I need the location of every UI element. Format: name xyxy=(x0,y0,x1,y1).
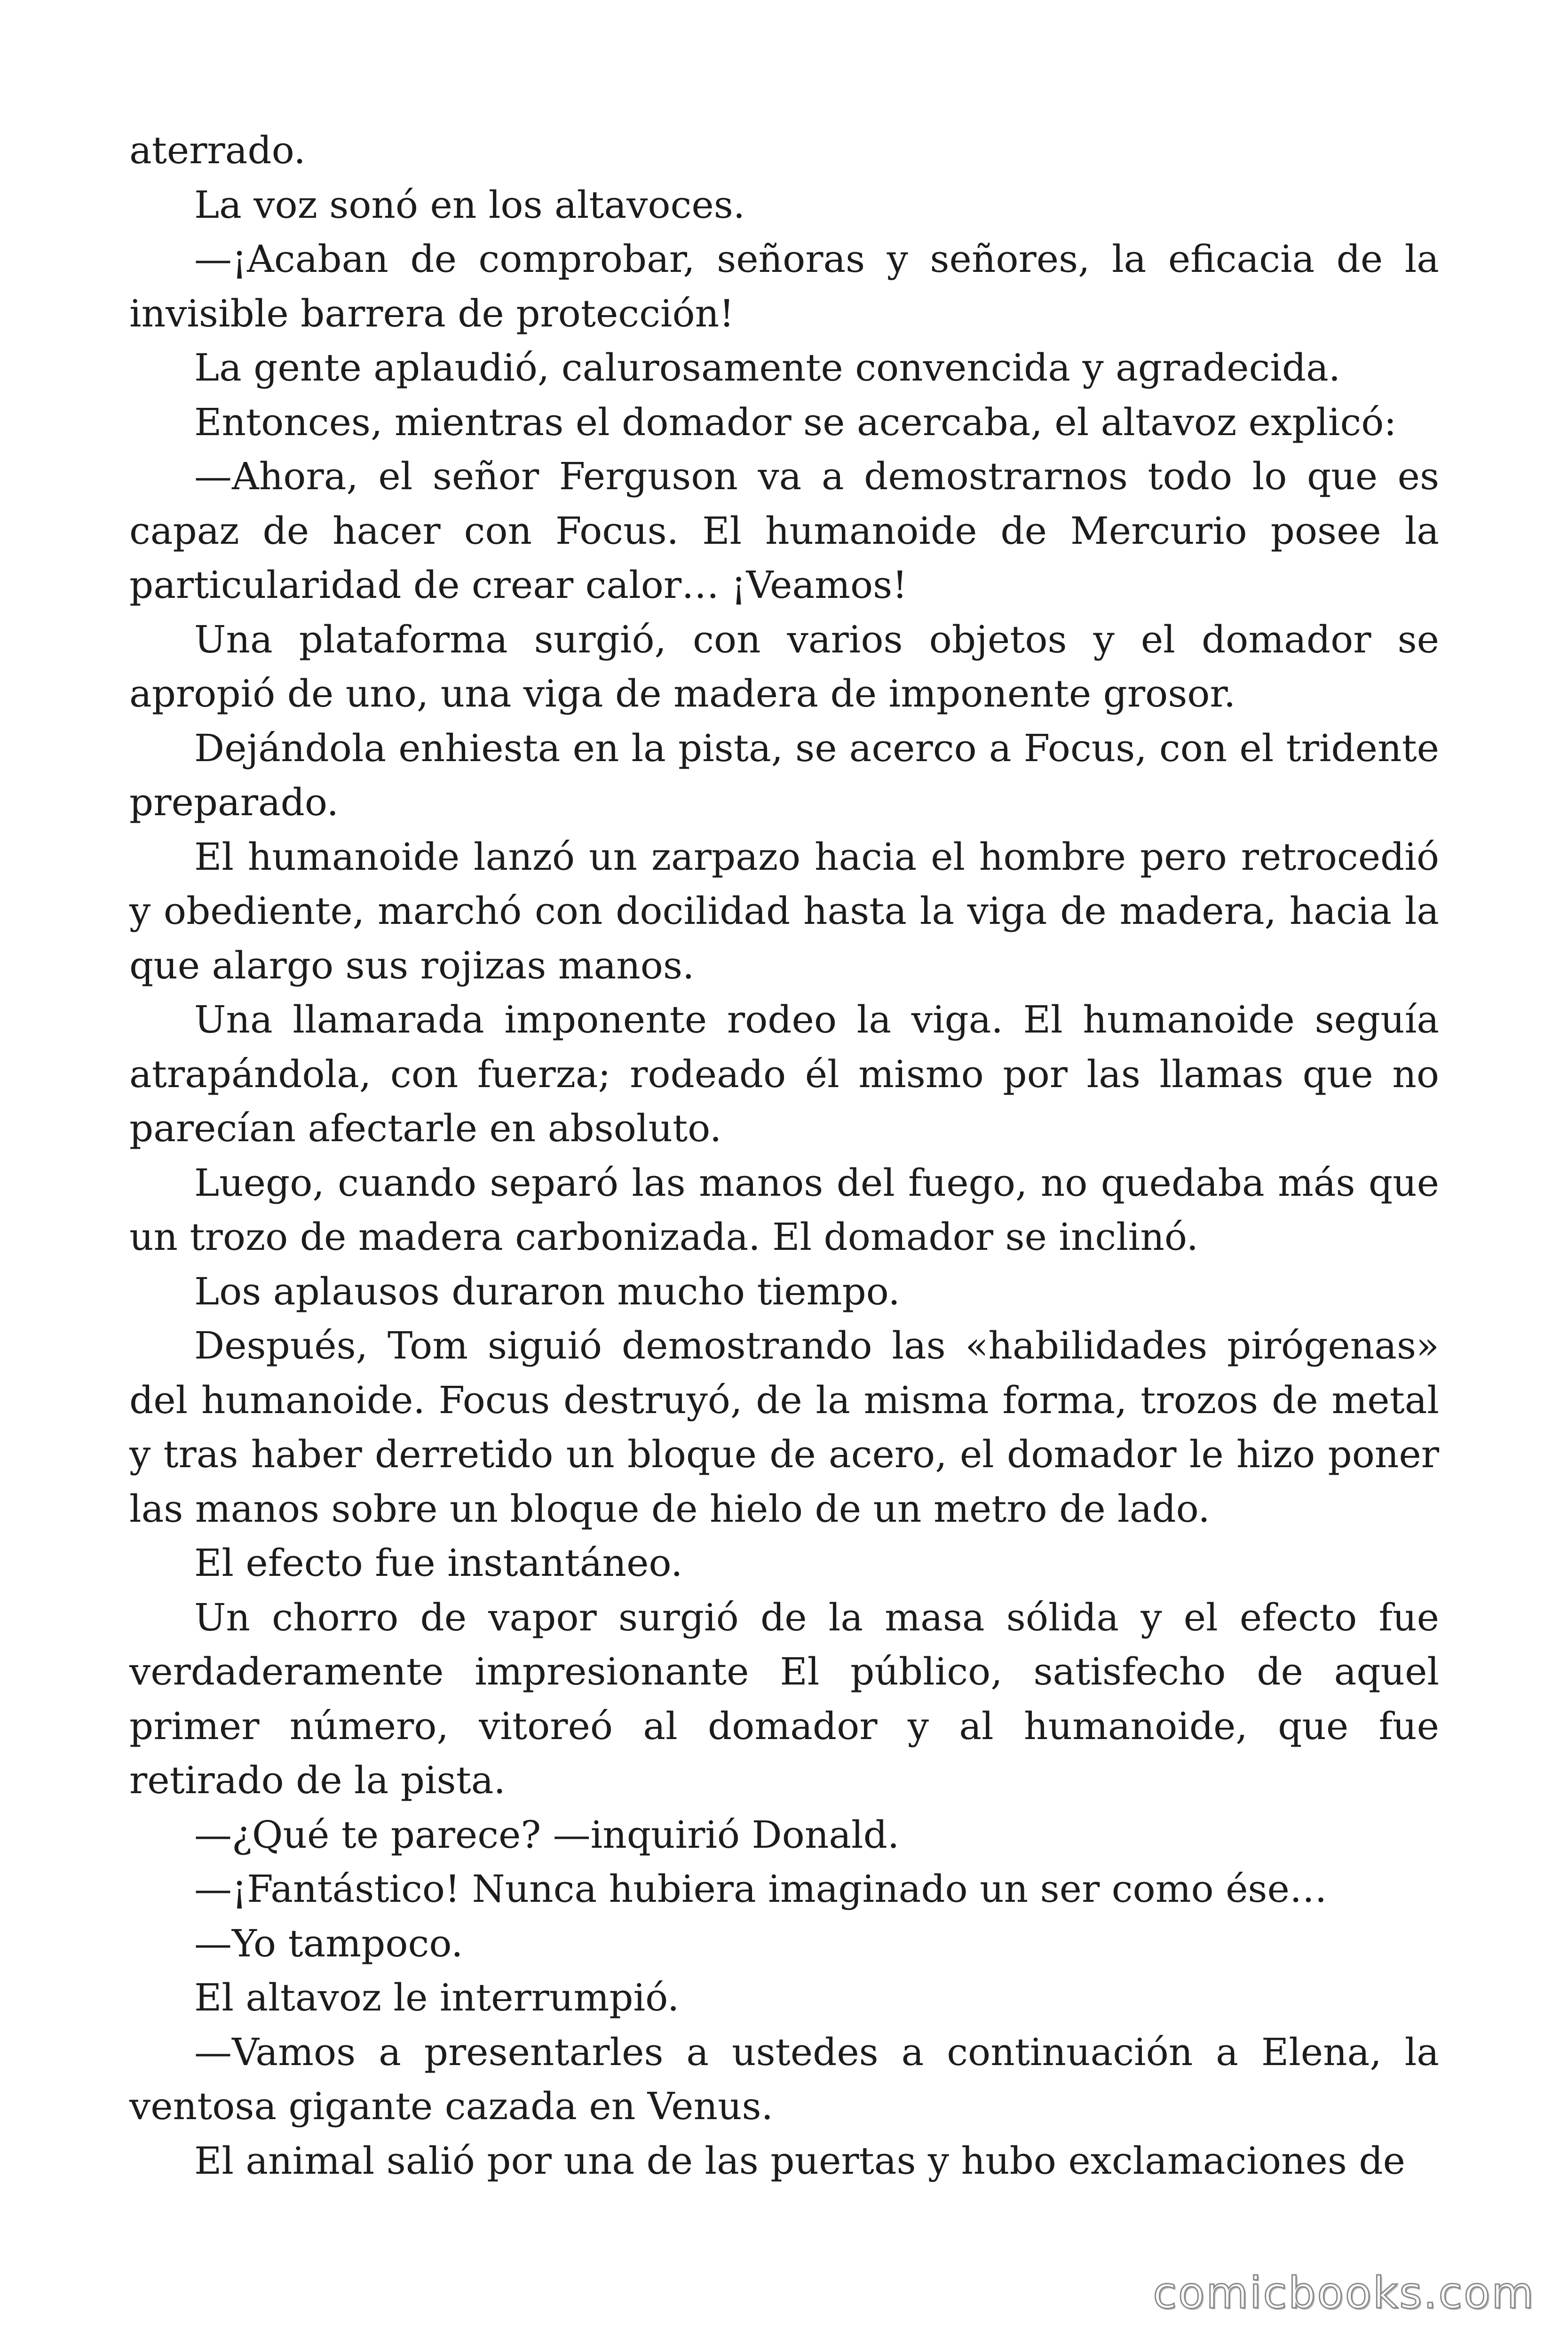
paragraph: Los aplausos duraron mucho tiempo. xyxy=(194,1269,900,1313)
watermark: comicbooks.com xyxy=(1153,2268,1535,2318)
paragraph: Un chorro de vapor surgió de la masa sólida y el efecto fue verdaderamente impresionante El público, satisfecho de aquel primer número, vitoreó al domador y al humanoide, que fue retirado de la pista. xyxy=(129,1595,1439,1802)
paragraph: —Yo tampoco. xyxy=(194,1921,463,1965)
paragraph: Después, Tom siguió demostrando las «habilidades pirógenas» del humanoide. Focus destruyó, de la misma forma, trozos de metal y tras haber derretido un bloque de acero, el domador le hizo poner las manos sobre un bloque de hielo de un metro de lado. xyxy=(129,1324,1439,1531)
paragraph: Luego, cuando separó las manos del fuego, no quedaba más que un trozo de madera carbonizada. El domador se inclinó. xyxy=(129,1160,1439,1259)
paragraph: Entonces, mientras el domador se acercaba, el altavoz explicó: xyxy=(194,400,1397,444)
paragraph: —¡Fantástico! Nunca hubiera imaginado un ser como ése… xyxy=(194,1867,1327,1911)
paragraph: —¿Qué te parece? —inquirió Donald. xyxy=(194,1812,900,1857)
paragraph: Dejándola enhiesta en la pista, se acerco a Focus, con el tridente preparado. xyxy=(129,726,1439,824)
paragraph: —Vamos a presentarles a ustedes a continuación a Elena, la ventosa gigante cazada en Venus. xyxy=(129,2030,1439,2128)
paragraph: Una llamarada imponente rodeo la viga. El humanoide seguía atrapándola, con fuerza; rodeado él mismo por las llamas que no parecían afectarle en absoluto. xyxy=(129,998,1439,1150)
paragraph: El altavoz le interrumpió. xyxy=(194,1976,680,2019)
paragraph: Una plataforma surgió, con varios objetos y el domador se apropió de uno, una viga de madera de imponente grosor. xyxy=(129,617,1439,715)
paragraph: La gente aplaudió, calurosamente convencida y agradecida. xyxy=(194,346,1341,389)
paragraph: —¡Acaban de comprobar, señoras y señores, la eficacia de la invisible barrera de protección! xyxy=(129,237,1439,335)
paragraph: El animal salió por una de las puertas y hubo exclamaciones de xyxy=(194,2138,1405,2183)
paragraph: aterrado. xyxy=(129,128,306,172)
paragraph: El efecto fue instantáneo. xyxy=(194,1541,683,1585)
body-text xyxy=(129,123,1439,2188)
paragraph: El humanoide lanzó un zarpazo hacia el hombre pero retrocedió y obediente, marchó con docilidad hasta la viga de madera, hacia la que alargo sus rojizas manos. xyxy=(129,834,1439,987)
paragraph: —Ahora, el señor Ferguson va a demostrarnos todo lo que es capaz de hacer con Focus. El humanoide de Mercurio posee la particularidad de crear calor… ¡Veamos! xyxy=(129,454,1439,607)
paragraph: La voz sonó en los altavoces. xyxy=(194,183,745,227)
